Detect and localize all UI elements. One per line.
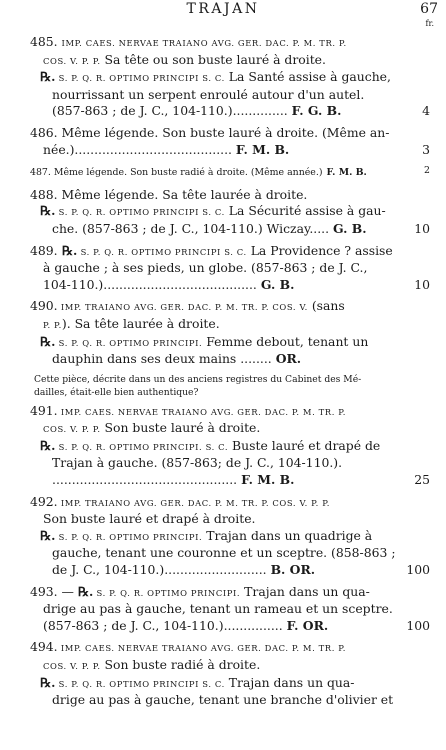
price: 4	[422, 103, 430, 119]
price: 2	[424, 165, 430, 177]
reverse-date: (857-863 ; de J. C., 104-110.)...............	[43, 617, 283, 633]
page-title: TRAJAN	[186, 1, 260, 17]
entry-number: 490.	[30, 298, 58, 314]
entry-486-line-2	[22, 141, 430, 159]
reverse-description: La Sécurité assise à gau-	[224, 203, 386, 219]
entry-485-obverse	[22, 34, 408, 52]
obverse-legend-cont: COS. V. P. P.	[43, 55, 101, 66]
entry-487-line-1	[22, 163, 430, 182]
reverse-line-2: Trajan à gauche. (857-863; de J. C., 104-110.).	[52, 455, 343, 471]
entry-493-line-2: drige au pas à gauche, tenant un rameau et un sceptre.	[43, 601, 393, 617]
entry-text: Même légende. Sa tête laurée à droite.	[57, 186, 308, 202]
reverse-legend: S. P. Q. R. OPTIMO PRINCIPI. S. C.	[55, 441, 229, 452]
reverse-legend: S. P. Q. R. OPTIMO PRINCIPI S. C.	[55, 207, 225, 218]
entry-486	[22, 124, 430, 158]
entry-489-line-3	[22, 276, 430, 294]
entry-494-reverse	[22, 675, 408, 693]
entry-488-reverse	[22, 203, 408, 221]
reverse-date: (857-863 ; de J. C., 104-110.)..............	[52, 103, 288, 119]
entry-number: 487.	[30, 167, 51, 179]
entry-text-cont: née.)........................................	[43, 141, 232, 157]
obverse-description: Son buste lauré à droite.	[100, 420, 261, 436]
entry-490-obverse-cont	[22, 316, 408, 334]
reverse-mark: ℞.	[40, 674, 56, 690]
entry-493-line-3	[22, 617, 430, 635]
reverse-line-3	[22, 472, 430, 489]
metal-grade: F. M. B.	[241, 472, 295, 488]
footnote-line-2: dailles, était-elle bien authentique?	[34, 386, 199, 398]
reverse-description: Trajan dans un qua-	[240, 583, 370, 599]
reverse-legend: S. P. Q. R. OPTIMO PRINCIPI S. C.	[55, 678, 225, 689]
reverse-mark: ℞.	[40, 203, 56, 219]
price: 10	[414, 220, 430, 236]
metal-grade: F. M. B.	[326, 167, 367, 179]
reverse-line-3	[22, 562, 430, 579]
reverse-mark: ℞.	[40, 69, 56, 85]
obverse-legend-cont: P. P.	[43, 319, 62, 330]
obverse-description: Son buste lauré et drapé à droite.	[43, 511, 256, 527]
reverse-legend: S. P. Q. R. OPTIMO PRINCIPI S. C.	[77, 246, 247, 257]
running-header	[0, 1, 446, 28]
obverse-legend: IMP. CAES. NERVAE TRAIANO AVG. GER. DAC. P. M. TR. P.	[57, 643, 347, 654]
reverse-date: de J. C., 104-110.)..........................	[52, 562, 267, 578]
entry-491	[22, 402, 430, 489]
reverse-description: La Providence ? assise	[246, 242, 393, 258]
entry-489-line-1	[22, 243, 408, 261]
reverse-text: dauphin dans ses deux mains ........	[52, 351, 272, 367]
entry-492	[22, 493, 430, 579]
reverse-line-2: drige au pas à gauche, tenant une branche d'olivier et	[52, 692, 394, 708]
obverse-legend-cont: COS. V. P. P.	[43, 661, 101, 671]
footnote-line-1: Cette pièce, décrite dans un des anciens registres du Cabinet des Mé-	[34, 373, 362, 385]
entry-number: 493.	[30, 583, 58, 599]
reverse-date: 104-110.).......................................	[43, 276, 257, 292]
reverse-line-2	[22, 220, 430, 238]
metal-grade: F. M. B.	[235, 141, 290, 157]
metal-grade: OR.	[275, 351, 302, 367]
price: 3	[422, 141, 430, 157]
price: 100	[406, 617, 430, 633]
reverse-legend: S. P. Q. R. OPTIMO PRINCIPI S. C.	[55, 73, 225, 84]
leader-dots: ...............................................	[52, 472, 238, 488]
obverse-note: (sans	[307, 298, 345, 314]
entry-486-line-1	[22, 125, 408, 142]
entry-number: 494.	[30, 639, 58, 655]
entry-number: 485.	[30, 34, 58, 49]
entry-494-obverse-cont	[22, 657, 408, 675]
entry-493-line-1	[22, 584, 408, 602]
entry-488	[22, 186, 430, 238]
entry-491-reverse	[22, 438, 408, 456]
metal-grade: G. B.	[332, 220, 367, 236]
entry-485-obverse-cont	[22, 52, 408, 70]
entry-485	[22, 34, 430, 120]
entry-number: 492.	[30, 493, 58, 509]
obverse-legend: IMP. TRAIANO AVG. GER. DAC. P. M. TR. P. COS. V. P. P.	[57, 497, 331, 508]
entry-491-obverse	[22, 403, 408, 421]
entry-text: Même légende. Son buste lauré à droite. (Même an-	[57, 124, 390, 140]
entry-487	[22, 163, 430, 182]
reverse-legend: S. P. Q. R. OPTIMO PRINCIPI.	[93, 587, 241, 598]
obverse-description: Son buste radié à droite.	[100, 657, 261, 672]
reverse-legend: S. P. Q. R. OPTIMO PRINCIPI.	[55, 531, 203, 542]
catalog-body	[22, 34, 430, 714]
entry-number: 491.	[30, 402, 58, 418]
obverse-legend: IMP. TRAIANO AVG. GER. DAC. P. M. TR. P. COS. V.	[57, 302, 308, 313]
metal-grade: F. OR.	[286, 617, 329, 633]
entry-488-line-1	[22, 187, 408, 204]
entry-490-obverse	[22, 298, 408, 316]
reverse-description: Femme debout, tenant un	[202, 333, 369, 349]
obverse-legend: IMP. CAES. NERVAE TRAIANO AVG. GER. DAC. P. M. TR. P.	[57, 406, 347, 417]
reverse-mark: ℞.	[40, 527, 56, 543]
entry-490-reverse	[22, 334, 408, 352]
entry-490	[22, 298, 408, 367]
entry-number: 488.	[30, 186, 58, 202]
reverse-description: Trajan dans un qua-	[224, 674, 355, 690]
entry-493	[22, 583, 430, 635]
price-unit: fr.	[425, 19, 434, 28]
reverse-mark: ℞.	[40, 437, 56, 453]
reverse-date: che. (857-863 ; de J. C., 104-110.) Wiczay.....	[52, 220, 330, 236]
entry-491-obverse-cont	[22, 420, 408, 438]
reverse-mark: ℞.	[77, 583, 94, 599]
obverse-description: ). Sa tête laurée à droite.	[61, 315, 220, 331]
reverse-line-2: gauche, tenant une couronne et un sceptre. (858-863 ;	[52, 545, 396, 561]
metal-grade: G. B.	[260, 276, 295, 292]
same-as-above-dash: —	[57, 583, 78, 599]
obverse-legend: IMP. CAES. NERVAE TRAIANO AVG. GER. DAC. P. M. TR. P.	[61, 38, 347, 48]
reverse-description: Trajan dans un quadrige à	[202, 527, 373, 543]
reverse-description: Buste lauré et drapé de	[228, 437, 381, 453]
entry-494	[22, 639, 408, 708]
reverse-description: La Santé assise à gauche,	[224, 69, 391, 85]
obverse-legend-cont: COS. V. P. P.	[43, 424, 101, 435]
reverse-legend: S. P. Q. R. OPTIMO PRINCIPI.	[55, 337, 203, 348]
metal-grade: B. OR.	[270, 562, 316, 578]
entry-489	[22, 242, 430, 294]
entry-number: 489.	[30, 242, 58, 258]
entry-text: Même légende. Son buste radié à droite. (Même année.)	[50, 167, 323, 179]
entry-494-obverse	[22, 639, 408, 657]
reverse-line-2: nourrissant un serpent enroulé autour d'un autel.	[52, 86, 365, 102]
entry-492-reverse	[22, 528, 408, 546]
reverse-line-2	[22, 351, 408, 368]
price: 10	[414, 276, 430, 292]
entry-number: 486.	[30, 124, 58, 140]
reverse-line-3	[22, 103, 430, 120]
reverse-mark: ℞.	[57, 242, 78, 258]
price: 25	[414, 472, 430, 488]
price: 100	[406, 562, 430, 578]
footnote-490	[22, 373, 408, 399]
metal-grade: F. G. B.	[291, 103, 342, 119]
entry-492-obverse	[22, 494, 408, 512]
entry-485-reverse	[22, 69, 408, 87]
entry-489-line-2: à gauche ; à ses pieds, un globe. (857-863 ; de J. C.,	[43, 260, 368, 276]
obverse-description: Sa tête ou son buste lauré à droite.	[100, 51, 326, 67]
page-number: 67	[420, 1, 438, 17]
reverse-mark: ℞.	[40, 333, 56, 349]
